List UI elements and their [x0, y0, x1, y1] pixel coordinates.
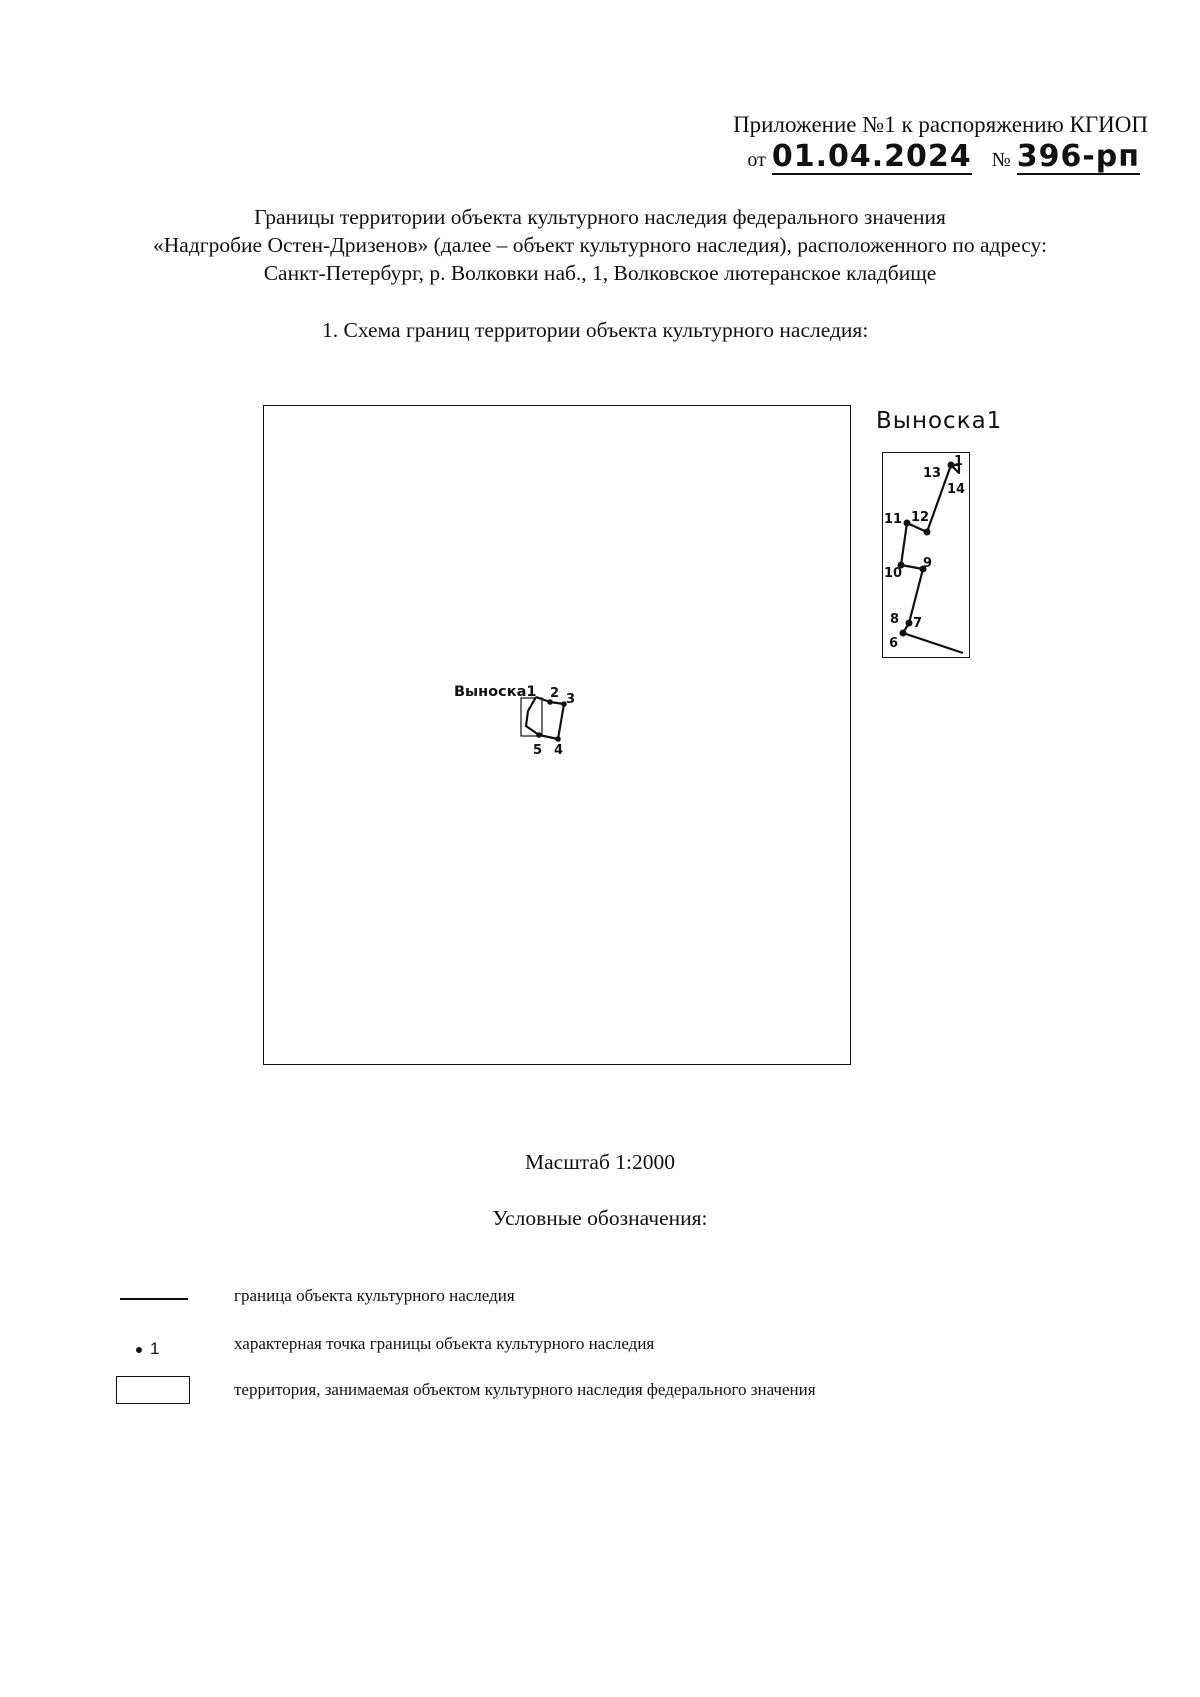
order-number: 396-рп — [1016, 139, 1140, 174]
callout-label-9: 9 — [923, 556, 933, 571]
map-scale: Масштаб 1:2000 — [525, 1150, 675, 1174]
callout-boundary-map — [882, 452, 970, 658]
callout-point-7 — [906, 620, 913, 627]
legend-item-boundary: граница объекта культурного наследия — [234, 1286, 515, 1305]
order-date: 01.04.2024 — [771, 139, 972, 174]
callout-title: Выноска1 — [876, 408, 1003, 434]
legend-item-point: характерная точка границы объекта культурного наследия — [234, 1334, 655, 1353]
callout-label-6: 6 — [889, 636, 899, 651]
title-line-1: Границы территории объекта культурного наследия федерального значения — [254, 205, 946, 229]
title-line-3: Санкт-Петербург, р. Волковки наб., 1, Волковское лютеранское кладбище — [263, 261, 937, 285]
order-reference — [747, 139, 1140, 175]
point-label-2: 2 — [550, 686, 560, 701]
main-map-drawing — [264, 406, 849, 1063]
boundary-point-5 — [536, 732, 542, 738]
point-label-4: 4 — [554, 743, 564, 758]
point-label-5: 5 — [533, 743, 543, 758]
main-boundary-map — [263, 405, 851, 1065]
legend-line-symbol — [120, 1298, 188, 1300]
callout-point-6 — [900, 630, 907, 637]
section-heading: 1. Схема границ территории объекта культурного наследия: — [322, 318, 869, 342]
callout-point-11 — [904, 520, 911, 527]
callout-label-7: 7 — [913, 616, 923, 631]
point-label-3: 3 — [566, 692, 576, 707]
main-map-boundary-line — [526, 697, 564, 739]
callout-label-8: 8 — [890, 612, 900, 627]
legend-point-symbol — [136, 1339, 159, 1359]
legend-area-symbol — [116, 1376, 190, 1404]
title-line-2: «Надгробие Остен-Дризенов» (далее – объект культурного наследия), расположенного по адресу: — [153, 233, 1047, 257]
date-prefix: от — [747, 149, 766, 171]
main-map-callout-label: Выноска1 — [454, 684, 537, 700]
callout-label-10: 10 — [884, 566, 903, 581]
legend-point-number: 1 — [150, 1339, 160, 1358]
boundary-point-4 — [555, 736, 561, 742]
callout-point-12 — [924, 529, 931, 536]
number-sign: № — [991, 149, 1011, 171]
callout-label-1: 1 — [954, 454, 964, 469]
appendix-header: Приложение №1 к распоряжению КГИОП — [733, 112, 1148, 137]
point-dot-icon — [136, 1347, 142, 1353]
callout-label-11: 11 — [884, 512, 903, 527]
legend-item-territory: территория, занимаемая объектом культурного наследия федерального значения — [234, 1380, 816, 1399]
legend-heading: Условные обозначения: — [492, 1206, 708, 1230]
callout-label-12: 12 — [911, 510, 930, 525]
callout-map-drawing — [883, 453, 968, 656]
callout-label-13: 13 — [923, 466, 942, 481]
callout-label-14: 14 — [947, 482, 966, 497]
document-title — [60, 203, 1140, 287]
